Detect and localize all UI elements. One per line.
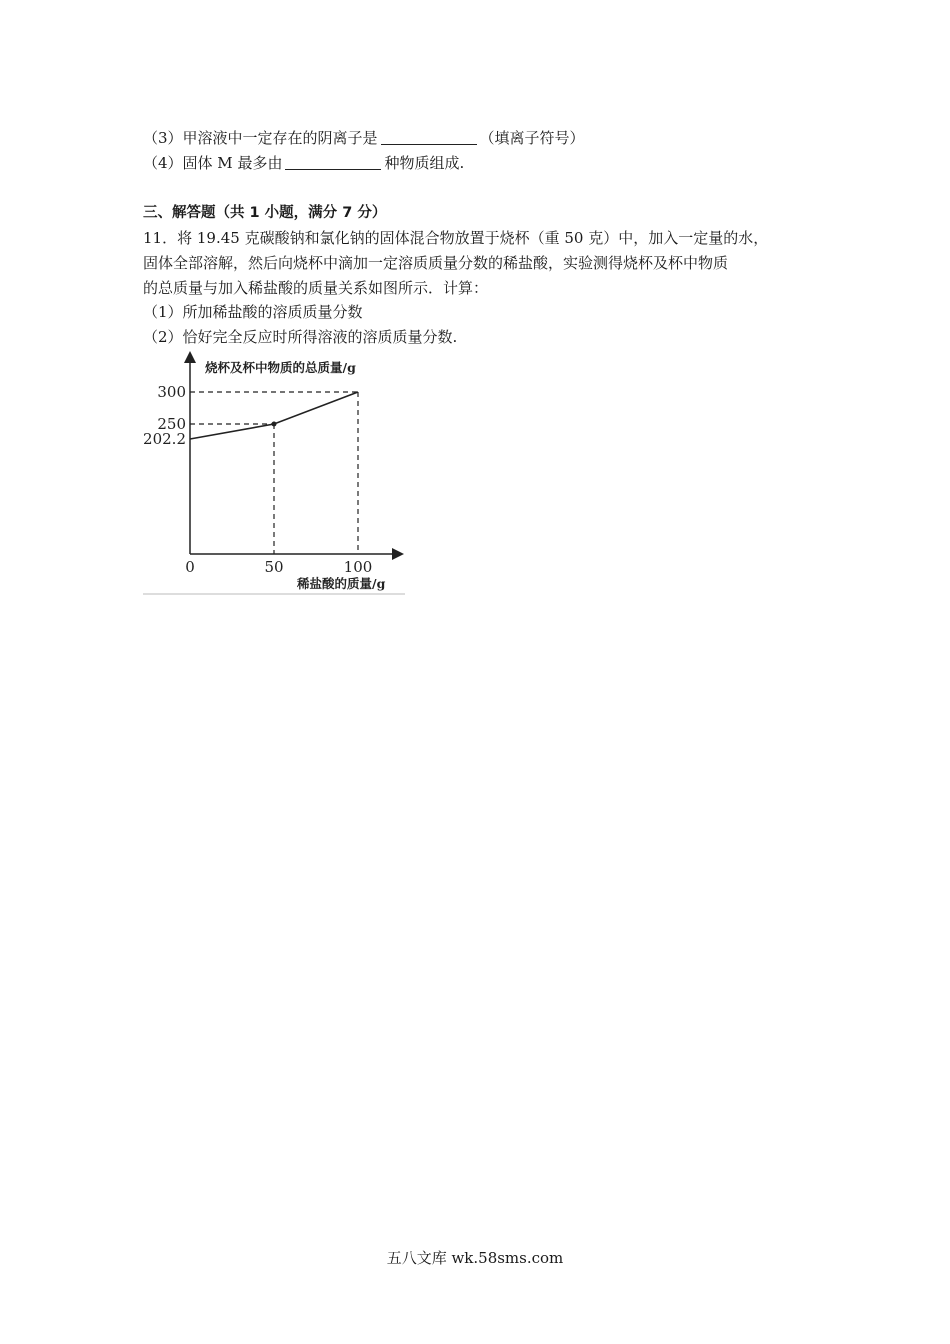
x-tick-label: 50 [264,558,284,576]
x-tick-label: 100 [343,558,373,576]
problem-part-2: （2）恰好完全反应时所得溶液的溶质质量分数. [143,328,458,346]
question-4 [143,153,464,173]
question-4-suffix: 种物质组成. [384,154,465,172]
data-point-50 [272,422,277,427]
page-footer: 五八文库 wk.58sms.com [386,1249,564,1267]
section-heading: 三、解答题（共 1 小题，满分 7 分） [143,205,387,221]
problem-line-2: 固体全部溶解，然后向烧杯中滴加一定溶质质量分数的稀盐酸，实验测得烧杯及杯中物质 [143,254,729,272]
mass-chart [143,350,405,595]
y-tick-label: 202.2 [143,430,186,448]
chart-marks [143,383,372,576]
answer-blank [381,130,477,145]
y-tick-label: 250 [157,415,186,433]
question-4-prefix: （4）固体 M 最多由 [143,154,283,172]
question-3-suffix: （填离子符号） [479,129,585,147]
answer-blank [285,155,381,170]
question-3-prefix: （3）甲溶液中一定存在的阴离子是 [143,129,378,147]
y-tick-label: 300 [157,383,186,401]
question-3 [143,128,585,148]
x-tick-label: 0 [185,558,195,576]
y-axis-label: 烧杯及杯中物质的总质量/g [205,360,356,375]
problem-part-1: （1）所加稀盐酸的溶质质量分数 [143,303,363,321]
mass-chart-svg [143,350,405,595]
problem-line-1: 11．将 19.45 克碳酸钠和氯化钠的固体混合物放置于烧杯（重 50 克）中，加入一定量的水， [143,229,769,247]
problem-line-3: 的总质量与加入稀盐酸的质量关系如图所示．计算： [143,279,489,297]
data-line [190,392,358,439]
x-axis-label: 稀盐酸的质量/g [297,576,386,591]
